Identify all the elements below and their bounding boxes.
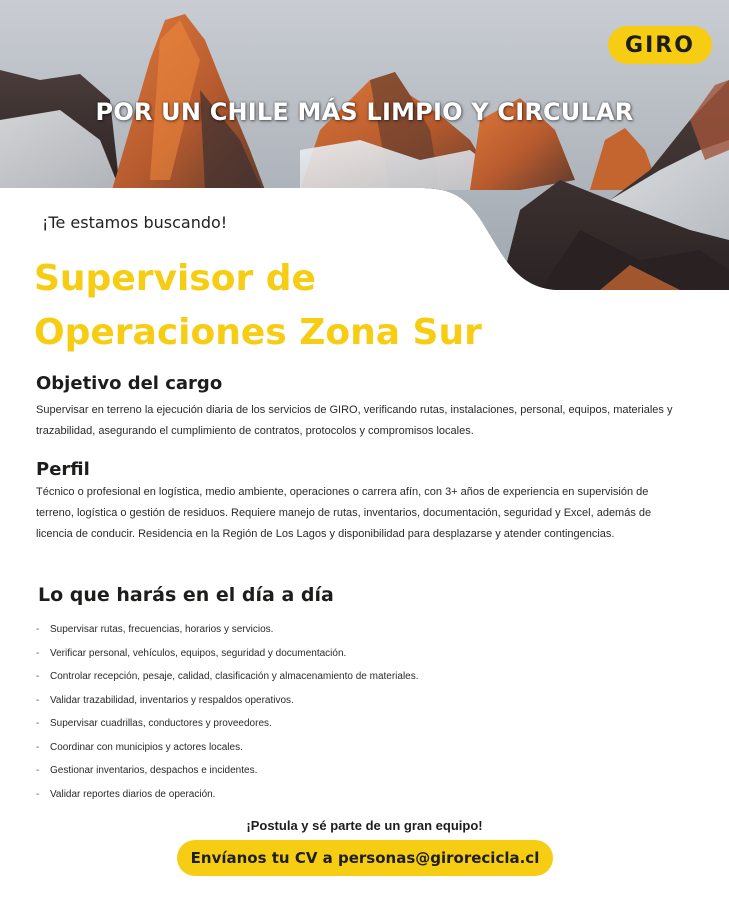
profile-section (36, 459, 686, 545)
tasks-list (36, 618, 686, 806)
objective-text: Supervisar en terreno la ejecución diaria de los servicios de GIRO, verificando rutas, instalaciones, personal, equipos, materiales y trazabilidad, asegurando el cumplimiento de contratos, protocolos y compromisos locales. (36, 404, 673, 437)
task-item: - Verificar personal, vehículos, equipos, seguridad y documentación. (36, 642, 686, 666)
task-item: - Supervisar cuadrillas, conductores y proveedores. (36, 712, 686, 736)
job-title-line2: Operaciones Zona Sur (34, 312, 482, 353)
job-title-line1: Supervisor de (34, 258, 316, 299)
giro-logo (608, 26, 712, 64)
task-item: - Controlar recepción, pesaje, calidad, clasificación y almacenamiento de materiales. (36, 665, 686, 689)
objective-section (36, 373, 686, 442)
send-cv-button[interactable] (177, 840, 553, 876)
tasks-section (36, 584, 686, 806)
send-cv-button-label: Envíanos tu CV a personas@girorecicla.cl (190, 849, 540, 867)
task-item: - Coordinar con municipios y actores locales. (36, 736, 686, 760)
cta-text: ¡Postula y sé parte de un gran equipo! (246, 818, 483, 833)
profile-heading: Perfil (36, 459, 90, 480)
task-item: - Validar trazabilidad, inventarios y respaldos operativos. (36, 689, 686, 713)
kicker-text: ¡Te estamos buscando! (42, 213, 228, 232)
hero-slogan: POR UN CHILE MÁS LIMPIO Y CIRCULAR (95, 98, 634, 126)
logo-text: GIRO (625, 32, 695, 58)
task-item: - Supervisar rutas, frecuencias, horarios y servicios. (36, 618, 686, 642)
task-item: - Validar reportes diarios de operación. (36, 783, 686, 807)
job-title (34, 252, 482, 360)
objective-heading: Objetivo del cargo (36, 373, 223, 394)
task-item: - Gestionar inventarios, despachos e incidentes. (36, 759, 686, 783)
profile-text: Técnico o profesional en logística, medio ambiente, operaciones o carrera afín, con 3+ años de experiencia en supervisión de terreno, logística o gestión de residuos. Requiere manejo de rutas, inventarios, documentación, seguridad y Excel, además de licencia de conducir. Residencia en la Región de Los Lagos y disponibilidad para desplazarse y atender contingencias. (36, 486, 652, 540)
tasks-heading: Lo que harás en el día a día (38, 584, 334, 606)
